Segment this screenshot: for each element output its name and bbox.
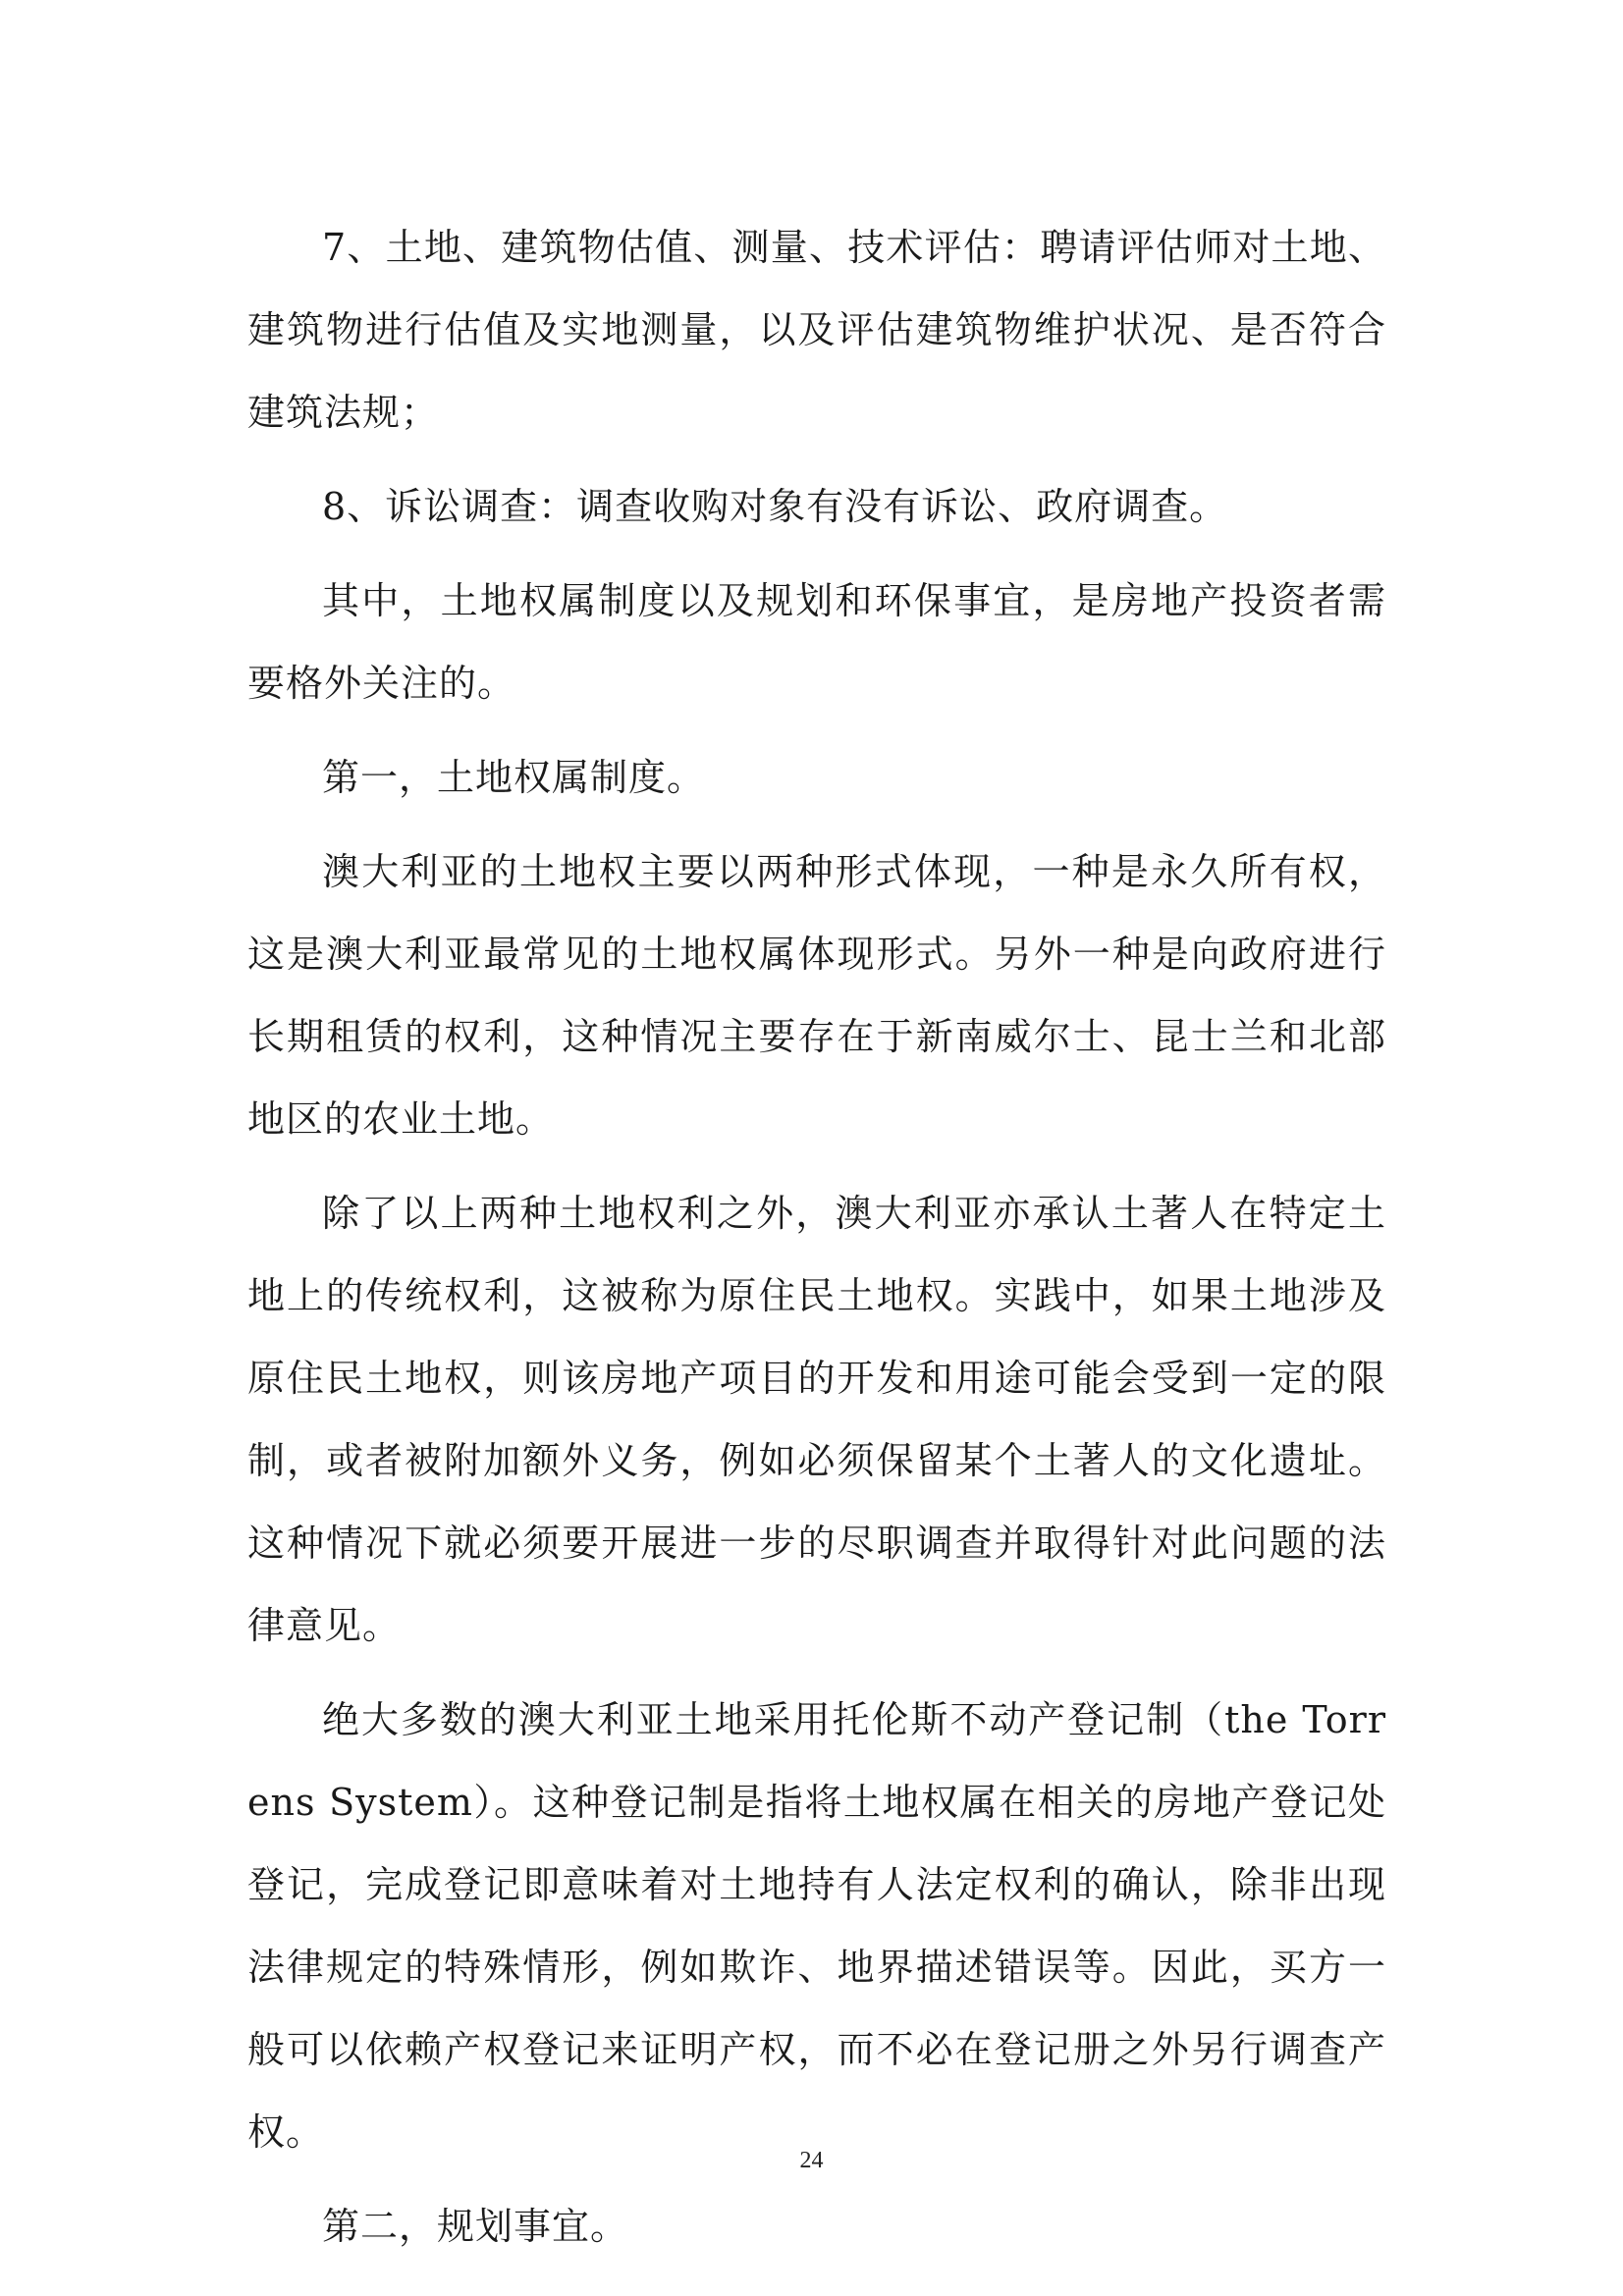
paragraph-torrens-system: 绝大多数的澳大利亚土地采用托伦斯不动产登记制（the Torrens System）。这种登记制是指将土地权属在相关的房地产登记处登记，完成登记即意味着对土地持有人法定权利的确认，除非出现法律规定的特殊情形，例如欺诈、地界描述错误等。因此，买方一般可以依赖产权登记来证明产权，而不必在登记册之外另行调查产权。 bbox=[247, 1698, 1386, 2154]
heading-planning-matters: 第二，规划事宜。 bbox=[322, 2205, 629, 2248]
paragraph-native-title: 除了以上两种土地权利之外，澳大利亚亦承认土著人在特定土地上的传统权利，这被称为原住民土地权。实践中，如果土地涉及原住民土地权，则该房地产项目的开发和用途可能会受到一定的限制，或者被附加额外义务，例如必须保留某个土著人的文化遗址。这种情况下就必须要开展进一步的尽职调查并取得针对此问题的法律意见。 bbox=[247, 1192, 1386, 1647]
paragraph-key-concerns: 其中，土地权属制度以及规划和环保事宜，是房地产投资者需要格外关注的。 bbox=[247, 579, 1386, 705]
page-number: 24 bbox=[799, 2148, 824, 2173]
heading-land-tenure: 第一，土地权属制度。 bbox=[322, 756, 706, 799]
paragraph-land-rights-forms: 澳大利亚的土地权主要以两种形式体现，一种是永久所有权，这是澳大利亚最常见的土地权属体现形式。另外一种是向政府进行长期租赁的权利，这种情况主要存在于新南威尔士、昆士兰和北部地区的农业土地。 bbox=[247, 850, 1386, 1141]
document-body bbox=[247, 206, 1386, 2268]
paragraph-litigation-check: 8、诉讼调查：调查收购对象有没有诉讼、政府调查。 bbox=[322, 485, 1228, 528]
paragraph-valuation-survey: 7、土地、建筑物估值、测量、技术评估：聘请评估师对土地、建筑物进行估值及实地测量，以及评估建筑物维护状况、是否符合建筑法规； bbox=[247, 226, 1386, 434]
